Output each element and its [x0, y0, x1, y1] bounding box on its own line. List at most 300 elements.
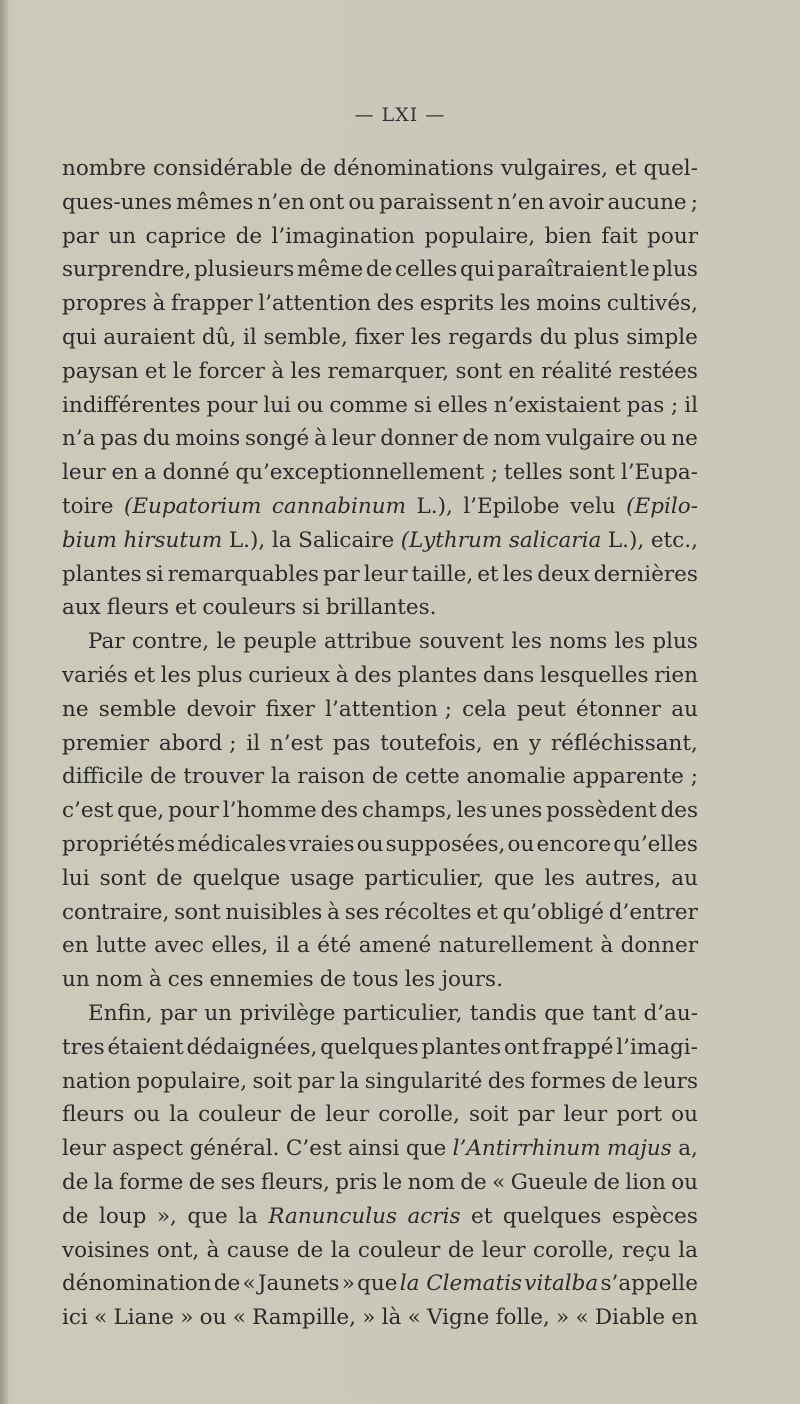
word: pris — [335, 1169, 378, 1195]
word: les — [290, 358, 322, 384]
word: par — [160, 1000, 197, 1026]
word: curieux — [248, 662, 330, 688]
word: acris — [407, 1203, 461, 1229]
word: les — [456, 798, 488, 824]
word: pour — [647, 223, 698, 249]
word: dénominations — [333, 156, 494, 181]
word: les — [160, 662, 192, 688]
word: ou — [133, 1102, 161, 1128]
word: général. — [189, 1136, 280, 1162]
word: des — [320, 798, 359, 824]
word: plantes — [397, 662, 478, 688]
word: été — [317, 933, 352, 959]
word: leur — [62, 1136, 106, 1162]
word: en — [62, 933, 89, 959]
word: a — [297, 933, 310, 959]
word: qu’elles — [613, 831, 698, 857]
word: Rampille, — [252, 1305, 356, 1331]
word: ses — [344, 899, 380, 925]
word: l’homme — [222, 798, 317, 824]
word: paraîtraient — [497, 257, 628, 283]
word: ont, — [156, 1237, 200, 1263]
word: dans — [482, 662, 535, 688]
word: les — [410, 324, 442, 350]
word: la Clematis — [399, 1271, 523, 1297]
word: forme — [119, 1169, 184, 1195]
word: cette — [404, 764, 460, 790]
word: et — [471, 1203, 493, 1229]
word: peuple — [243, 629, 317, 655]
word: a, — [678, 1136, 698, 1162]
word: un — [108, 223, 137, 249]
word: toutefois, — [380, 730, 483, 756]
word: difficile — [62, 764, 144, 790]
word: reçu — [621, 1237, 671, 1263]
word: un — [204, 1000, 233, 1026]
word: Salicaire — [298, 527, 395, 553]
text-line — [62, 760, 698, 794]
word: d’au- — [643, 1000, 698, 1026]
word: de — [460, 1169, 487, 1195]
word: de — [365, 257, 393, 283]
text-line — [62, 490, 698, 524]
word: dédaignées, — [186, 1034, 318, 1060]
word: et — [476, 899, 498, 925]
word: noms — [549, 629, 608, 655]
word: en — [508, 358, 535, 384]
word: plus — [197, 662, 243, 688]
word: L.), — [416, 493, 453, 519]
text-line — [62, 152, 698, 186]
word: Diable — [594, 1305, 666, 1331]
word: auraient — [103, 324, 196, 350]
text-line — [62, 1031, 698, 1065]
word: de — [319, 967, 347, 993]
word: n’existaient — [493, 392, 621, 418]
text-line — [62, 220, 698, 254]
word: unes — [490, 798, 543, 824]
word: restées — [618, 358, 698, 384]
word: jours. — [441, 967, 503, 993]
word: cause — [226, 1237, 290, 1263]
word: des — [487, 1068, 526, 1094]
word: remarquables — [167, 561, 319, 587]
text-line — [62, 625, 698, 659]
word: sont — [174, 899, 221, 925]
word: pour — [168, 798, 219, 824]
word: remarquer, — [327, 358, 450, 384]
word: même — [296, 257, 364, 283]
word: les — [499, 291, 531, 317]
word: il — [243, 324, 257, 350]
text-line — [62, 253, 698, 287]
word: en — [492, 730, 520, 756]
word: la — [238, 1203, 258, 1229]
word: de — [213, 1271, 241, 1297]
word: l’Antirrhinum — [452, 1136, 601, 1162]
word: variés — [62, 662, 128, 688]
text-line — [62, 862, 698, 896]
word: considérable — [152, 156, 293, 181]
word: s’appelle — [600, 1271, 698, 1297]
word: de — [156, 865, 183, 891]
word: » — [362, 1305, 376, 1331]
word: que — [187, 1203, 228, 1229]
text-line — [62, 1267, 698, 1301]
word: ou — [639, 426, 667, 452]
word: fixer — [354, 324, 405, 350]
text-line — [62, 1065, 698, 1099]
word: quelque — [192, 865, 281, 891]
word: ennemies — [209, 967, 314, 993]
word: » — [556, 1305, 570, 1331]
word: par — [62, 223, 99, 249]
word: les — [544, 865, 576, 891]
word: plus — [652, 257, 698, 283]
text-line — [62, 896, 698, 930]
text-line — [62, 355, 698, 389]
word: souvent — [418, 629, 505, 655]
word: ont — [308, 189, 345, 215]
word: brillantes. — [325, 595, 437, 621]
word: nuisibles — [225, 899, 323, 925]
word: frapper — [170, 291, 253, 317]
word: ainsi — [348, 1136, 400, 1162]
word: quelques — [502, 1203, 602, 1229]
word: corolle, — [378, 1102, 460, 1128]
word: port — [616, 1102, 663, 1128]
word: ou — [296, 392, 324, 418]
word: si — [413, 392, 432, 418]
body-text — [62, 152, 698, 1335]
word: tous — [352, 967, 399, 993]
word: Par — [88, 629, 125, 655]
word: ques-unes — [62, 189, 173, 215]
word: la — [270, 764, 291, 790]
text-line — [62, 456, 698, 490]
word: leur — [481, 1237, 526, 1263]
word: qui — [62, 324, 97, 350]
word: elles, — [211, 933, 269, 959]
word: dénomination — [62, 1271, 212, 1297]
word: qui — [459, 257, 495, 283]
word: soit — [468, 1102, 509, 1128]
word: réalité — [541, 358, 613, 384]
word: telles — [503, 460, 563, 486]
word: de — [62, 1169, 89, 1195]
word: plusieurs — [194, 257, 295, 283]
word: majus — [607, 1136, 672, 1162]
word: abord ; — [158, 730, 237, 756]
word: donné — [162, 460, 230, 486]
word: de — [299, 156, 327, 181]
word: lutte — [96, 933, 147, 959]
word: tant — [592, 1000, 637, 1026]
word: les — [502, 561, 534, 587]
word: qu’obligé — [502, 899, 604, 925]
word: devoir — [186, 696, 256, 722]
word: l’attention ; — [325, 696, 452, 722]
word: des — [354, 662, 392, 688]
word: surprendre, — [62, 257, 192, 283]
word: amené — [358, 933, 432, 959]
word: ou — [348, 189, 376, 215]
text-line — [62, 963, 698, 997]
word: donner — [620, 933, 698, 959]
word: L.), — [228, 527, 266, 553]
word: des — [376, 291, 415, 317]
word: que — [494, 865, 535, 891]
word: en — [671, 1305, 698, 1331]
word: que — [544, 1000, 585, 1026]
word: Liane — [113, 1305, 174, 1331]
word: du — [539, 324, 568, 350]
word: les — [404, 967, 436, 993]
word: lui — [62, 865, 90, 891]
word: ici — [62, 1305, 88, 1331]
word: usage — [290, 865, 355, 891]
word: forcer — [198, 358, 265, 384]
word: vulgaires, — [500, 156, 609, 181]
word: l’imagination — [271, 223, 415, 249]
word: à — [148, 967, 162, 993]
word: raison — [297, 764, 366, 790]
word: privilège — [239, 1000, 336, 1026]
word: contre, — [131, 629, 210, 655]
word: n’a — [62, 426, 96, 452]
word: Vigne — [426, 1305, 490, 1331]
word: pas ; — [626, 392, 679, 418]
word: de — [289, 1102, 317, 1128]
word: à — [600, 933, 614, 959]
word: singularité — [364, 1068, 483, 1094]
word: comme — [329, 392, 408, 418]
word: par — [517, 1102, 555, 1128]
word: la — [169, 1102, 189, 1128]
word: propriétés — [62, 831, 176, 857]
word: corolle, — [532, 1237, 615, 1263]
word: L.), — [607, 527, 645, 553]
text-line — [62, 287, 698, 321]
word: ou — [507, 831, 535, 857]
word: particulier, — [342, 1000, 463, 1026]
word: espèces — [611, 1203, 698, 1229]
word: au — [671, 865, 698, 891]
word: lui — [263, 392, 291, 418]
word: plus — [652, 629, 698, 655]
text-line — [62, 1132, 698, 1166]
word: à — [206, 1237, 220, 1263]
word: n’en — [497, 189, 545, 215]
word: paysan — [62, 358, 139, 384]
word: l’attention — [258, 291, 371, 317]
word: propres — [62, 291, 147, 317]
word: plus — [573, 324, 620, 350]
word: ces — [167, 967, 204, 993]
word: trouver — [183, 764, 265, 790]
word: moins — [175, 426, 241, 452]
word: possèdent — [546, 798, 657, 824]
word: y — [528, 730, 542, 756]
word: contraire, — [62, 899, 170, 925]
word: indifférentes — [62, 392, 201, 418]
word: n’est — [269, 730, 323, 756]
word: ne — [671, 426, 698, 452]
word: étaient — [107, 1034, 184, 1060]
word: rien — [654, 662, 698, 688]
word: quel- — [643, 156, 698, 181]
word: leur — [563, 1102, 608, 1128]
word: naturellement — [438, 933, 593, 959]
word: supposées, — [385, 831, 506, 857]
text-line — [62, 997, 698, 1031]
text-line — [62, 524, 698, 558]
word: semble — [98, 696, 177, 722]
word: sont — [99, 865, 147, 891]
page-binding-edge — [0, 0, 8, 1404]
word: sont — [568, 460, 616, 486]
word: cultivés, — [606, 291, 698, 317]
word: le — [630, 257, 650, 283]
word: de — [188, 1169, 216, 1195]
word: vitalba — [524, 1271, 599, 1297]
word: aucune — [607, 189, 687, 215]
word: la — [93, 1169, 114, 1195]
word: (Lythrum — [400, 527, 503, 553]
word: plantes — [421, 1034, 502, 1060]
word: » — [341, 1271, 355, 1297]
word: leur — [363, 561, 408, 587]
word: vulgaire — [545, 426, 635, 452]
word: tres — [62, 1034, 105, 1060]
word: ont — [503, 1034, 540, 1060]
word: ou — [671, 1169, 698, 1195]
word: premier — [62, 730, 150, 756]
word: pas — [100, 426, 138, 452]
word: ou — [199, 1305, 227, 1331]
word: simple — [626, 324, 698, 350]
word: de — [462, 426, 489, 452]
word: pour — [206, 392, 258, 418]
word: et — [144, 358, 167, 384]
word: C’est — [285, 1136, 342, 1162]
word: apparente ; — [572, 764, 698, 790]
word: taille, — [411, 561, 474, 587]
word: Gueule — [510, 1169, 588, 1195]
text-line — [62, 659, 698, 693]
word: dernières — [593, 561, 698, 587]
word: « — [492, 1169, 506, 1195]
word: quelques — [320, 1034, 419, 1060]
word: la — [678, 1237, 698, 1263]
word: ses — [220, 1169, 256, 1195]
word: populaire, — [424, 223, 536, 249]
word: réfléchissant, — [550, 730, 698, 756]
word: si — [302, 595, 320, 621]
word: cela — [462, 696, 507, 722]
word: salicaria — [508, 527, 602, 553]
word: de — [235, 223, 263, 249]
word: aux — [62, 595, 101, 621]
word: d’entrer — [608, 899, 698, 925]
word: fleurs, — [260, 1169, 330, 1195]
word: avec — [154, 933, 204, 959]
text-line — [62, 794, 698, 828]
word: donner — [380, 426, 458, 452]
word: anomalie — [466, 764, 566, 790]
word: formes — [530, 1068, 606, 1094]
word: pas — [332, 730, 371, 756]
word: le — [172, 358, 193, 384]
word: et — [615, 156, 637, 181]
word: semble, — [263, 324, 348, 350]
word: l’Eupa- — [620, 460, 698, 486]
word: caprice — [145, 223, 227, 249]
word: sont — [455, 358, 503, 384]
word: l’Epilobe — [463, 493, 560, 519]
word: lesquelles — [540, 662, 649, 688]
word: récoltes — [384, 899, 472, 925]
word: peut — [516, 696, 566, 722]
word: et — [175, 595, 197, 621]
word: « — [407, 1305, 421, 1331]
text-line — [62, 186, 698, 220]
word: bien — [544, 223, 592, 249]
word: à — [152, 291, 166, 317]
word: nom — [95, 967, 143, 993]
word: soit — [252, 1068, 292, 1094]
word: là — [381, 1305, 402, 1331]
word: encore — [536, 831, 612, 857]
word: a — [143, 460, 157, 486]
word: » — [180, 1305, 194, 1331]
word: leurs — [643, 1068, 698, 1094]
word: au — [671, 696, 698, 722]
word: paraissent — [379, 189, 494, 215]
word: couleurs — [202, 595, 296, 621]
word: il — [684, 392, 698, 418]
text-line — [62, 422, 698, 456]
word: le — [216, 629, 236, 655]
word: il — [275, 933, 290, 959]
word: si — [145, 561, 164, 587]
word: du — [142, 426, 171, 452]
word: de — [296, 1237, 324, 1263]
word: des — [660, 798, 698, 824]
text-line — [62, 1301, 698, 1335]
word: à — [271, 358, 285, 384]
word: (Eupatorium — [123, 493, 262, 519]
word: ; — [690, 189, 698, 215]
word: un — [62, 967, 90, 993]
word: étonner — [576, 696, 662, 722]
word: les — [614, 629, 646, 655]
word: particulier, — [364, 865, 484, 891]
word: de — [611, 1068, 638, 1094]
word: de — [371, 764, 399, 790]
word: etc., — [650, 527, 698, 553]
word: les — [511, 629, 542, 655]
word: cannabinum — [271, 493, 406, 519]
word: à — [327, 899, 340, 925]
word: la — [330, 1237, 351, 1263]
word: deux — [537, 561, 590, 587]
word: que — [405, 1136, 447, 1162]
word: et — [133, 662, 155, 688]
text-line — [62, 321, 698, 355]
word: ne — [62, 696, 89, 722]
text-line — [62, 558, 698, 592]
